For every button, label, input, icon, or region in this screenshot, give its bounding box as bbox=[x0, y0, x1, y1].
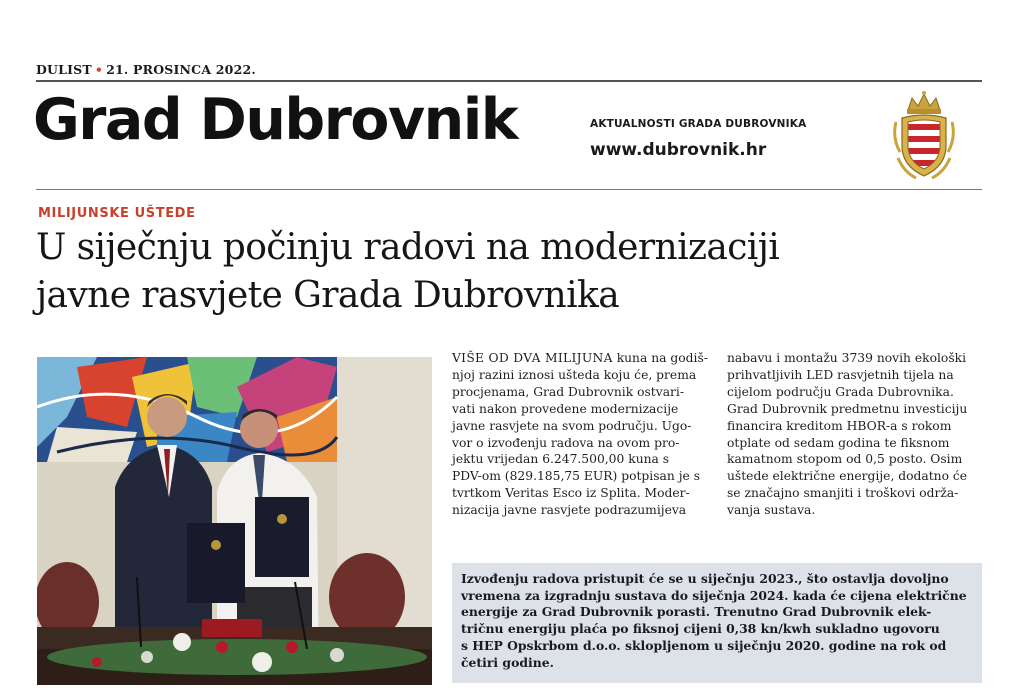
article-column-2 bbox=[727, 350, 985, 519]
masthead-title: Grad Dubrovnik bbox=[33, 87, 518, 153]
masthead-meta bbox=[36, 62, 256, 77]
coat-of-arms-icon bbox=[890, 88, 958, 184]
masthead-tagline: AKTUALNOSTI GRADA DUBROVNIKA bbox=[590, 118, 807, 130]
article-column-1 bbox=[452, 350, 716, 519]
headline-line-1: U siječnju počinju radovi na modernizaciji bbox=[36, 227, 780, 268]
masthead-website-link[interactable]: www.dubrovnik.hr bbox=[590, 140, 767, 160]
separator-dot: • bbox=[94, 62, 104, 77]
contract-signing-photo bbox=[37, 357, 432, 685]
callout-text: Izvođenju radova pristupit će se u siječnju 2023., što ostavlja dovoljno vremena za izgradnju sustava do siječnja 2024. kada će cijena električne energije za Grad Dubrovnik porasti. Trenutno Grad Dubrovnik elek- tričnu energiju plaća po fiksnoj cijeni 0,38 kn/kwh sukladno ugovoru s HEP Opskrbom d.o.o. sklopljenom u siječnju 2020. godine na rok od četiri godine. bbox=[461, 571, 967, 670]
masthead-top-rule bbox=[36, 80, 982, 82]
crown-icon bbox=[907, 91, 941, 114]
article-kicker: MILIJUNSKE UŠTEDE bbox=[38, 206, 196, 221]
publication-name: DULIST bbox=[36, 62, 92, 77]
masthead-bottom-rule bbox=[36, 189, 982, 190]
article-column-1-text: kuna na godiš- njoj razini iznosi ušteda koju će, prema procjenama, Grad Dubrovnik ostvari- vati nakon provedene modernizacije javne rasvjete na svom području. Ugo- vor o izvođenju radova na ovom pro- jektu vrijedan 6.247.500,00 kuna s PDV-om (829.185,75 EUR) potpisan je s tvrtkom Veritas Esco iz Splita. Moder- nizacija javne rasvjete podrazumijeva bbox=[452, 351, 708, 518]
article-column-2-text: nabavu i montažu 3739 novih ekološki prihvatljivih LED rasvjetnih tijela na cijelom području Grada Dubrovnika. Grad Dubrovnik predmetnu investiciju financira kreditom HBOR-a s rokom otplate od sedam godina te fiksnom kamatnom stopom od 0,5 posto. Osim uštede električne energije, dodatno će se značajno smanjiti i troškovi održa- vanja sustava. bbox=[727, 351, 968, 518]
headline-line-2: javne rasvjete Grada Dubrovnika bbox=[36, 275, 620, 316]
issue-date: 21. PROSINCA 2022. bbox=[106, 62, 256, 77]
article-callout-box bbox=[452, 563, 982, 683]
article-headline bbox=[36, 224, 996, 320]
abstract-painting bbox=[37, 357, 337, 462]
article-lead-in: VIŠE OD DVA MILIJUNA bbox=[452, 351, 613, 365]
